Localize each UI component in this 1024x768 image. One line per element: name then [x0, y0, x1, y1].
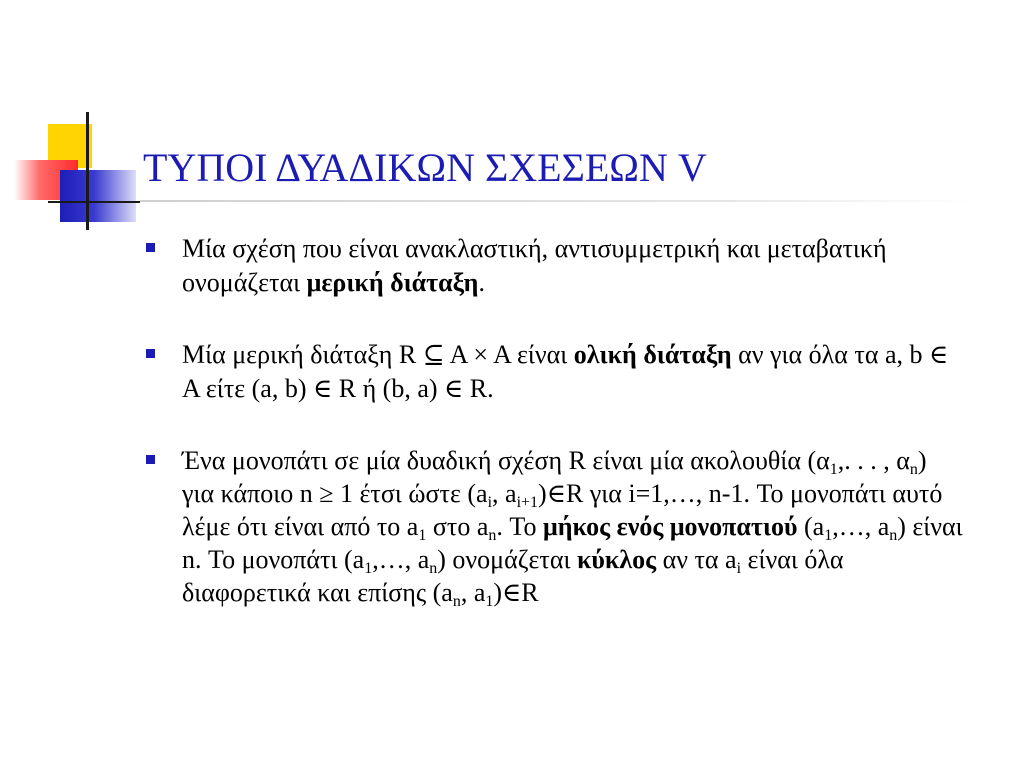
text-run: )∈R: [493, 578, 539, 607]
bold-term: μερική διάταξη: [306, 268, 479, 297]
subscript: 1: [485, 593, 494, 610]
bold-term: ολική διάταξη: [573, 340, 732, 369]
text-run: . Το: [496, 512, 543, 541]
text-run: (a: [797, 512, 825, 541]
bullet-list: [145, 232, 965, 647]
bullet-text: [182, 232, 965, 300]
text-run: .: [478, 268, 485, 297]
text-run: )∈R για i=1,…, n-1. Το μονοπάτι αυτό λέμε ότι είναι από το a: [182, 479, 943, 541]
subscript: i: [487, 494, 493, 511]
bullet-item-total-order: [145, 338, 965, 406]
text-run: ) ονομάζεται: [437, 545, 577, 574]
subscript: n: [429, 560, 438, 577]
title-underline: [140, 200, 976, 202]
square-bullet-icon: [146, 455, 155, 464]
subscript: 1: [418, 527, 427, 544]
logo-horizontal-line: [48, 201, 140, 203]
square-bullet-icon: [146, 243, 155, 252]
text-run: αν για όλα τα a, b ∈ A είτε (a, b) ∈ R ή (b, a) ∈ R.: [182, 340, 949, 403]
subscript: n: [488, 527, 497, 544]
text-run: , a: [492, 479, 517, 508]
slide-title: ΤΥΠΟΙ ΔΥΑΔΙΚΩΝ ΣΧΕΣΕΩΝ V: [143, 145, 707, 190]
text-run: , a: [460, 578, 486, 607]
decorative-logo: [0, 0, 140, 240]
bullet-text: [182, 338, 965, 406]
bullet-text: [182, 444, 965, 609]
subscript: n: [452, 593, 461, 610]
bold-term: κύκλος: [576, 545, 657, 574]
subscript: i+1: [516, 494, 539, 511]
subscript: 1: [364, 560, 373, 577]
text-run: Μία σχέση που είναι ανακλαστική, αντισυμμετρική και μεταβατική ονομάζεται: [182, 234, 887, 297]
text-run: είναι όλα διαφορετικά και επίσης (a: [182, 545, 844, 607]
bold-term: μήκος ενός μονοπατιού: [542, 512, 798, 541]
logo-blue-square: [60, 170, 136, 222]
bullet-item-path: [145, 444, 965, 609]
text-run: Μία μερική διάταξη R ⊆ A × A είναι: [182, 340, 574, 369]
subscript: 1: [824, 527, 833, 544]
subscript: i: [736, 560, 742, 577]
subscript: n: [889, 527, 898, 544]
logo-vertical-line: [86, 112, 89, 230]
text-run: αν τα a: [656, 545, 737, 574]
subscript: n: [909, 461, 918, 478]
text-run: ,. . . , α: [837, 446, 910, 475]
text-run: ) είναι n. Το μονοπάτι (a: [182, 512, 963, 574]
text-run: ,…, a: [832, 512, 890, 541]
subscript: 1: [829, 461, 838, 478]
bullet-item-partial-order: [145, 232, 965, 300]
text-run: Ένα μονοπάτι σε μία δυαδική σχέση R είναι μία ακολουθία (α: [182, 446, 830, 475]
text-run: ) για κάποιο n ≥ 1 έτσι ώστε (a: [182, 446, 927, 508]
text-run: στο a: [426, 512, 489, 541]
square-bullet-icon: [146, 349, 155, 358]
text-run: ,…, a: [372, 545, 430, 574]
